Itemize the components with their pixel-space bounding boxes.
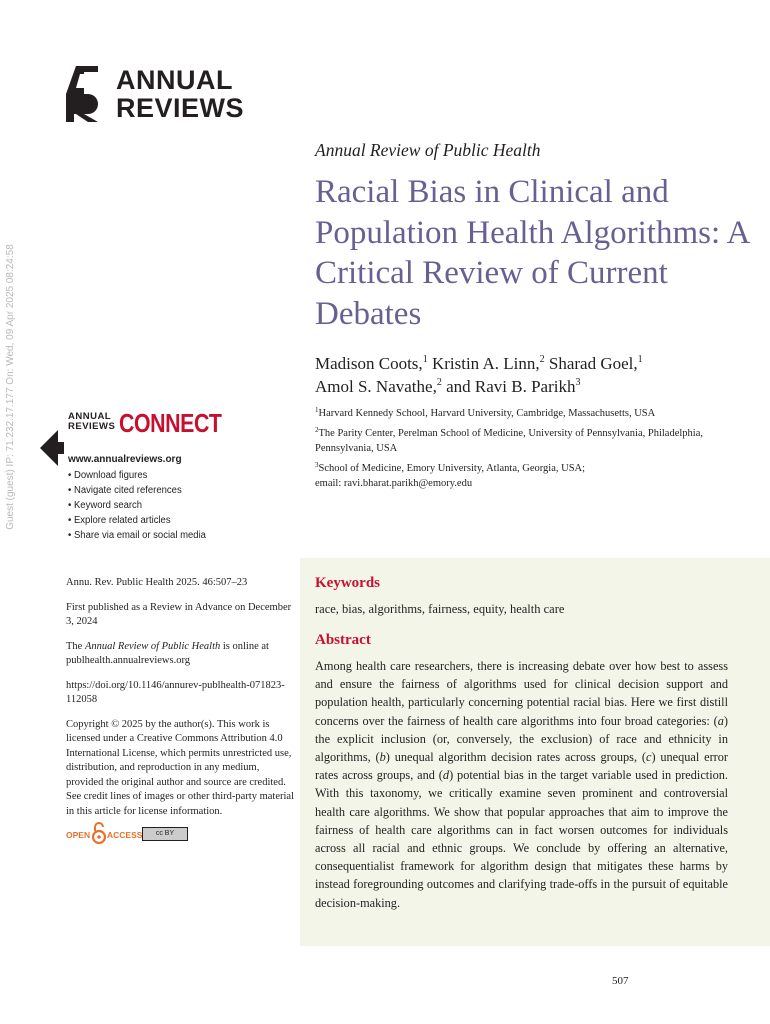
- article-metadata: [66, 576, 296, 829]
- affiliations: [315, 406, 735, 496]
- first-published: First published as a Review in Advance on December 3, 2024: [66, 601, 292, 627]
- annual-reviews-logo: [66, 66, 266, 126]
- author-list: [315, 352, 755, 398]
- logo-line-1: ANNUAL: [116, 65, 233, 95]
- connect-feature-item: • Keyword search: [68, 500, 143, 511]
- abstract-enumerator: d: [442, 768, 450, 783]
- ar-monogram-icon: [66, 66, 102, 122]
- connect-feature-list: [68, 468, 213, 543]
- author: Sharad Goel,$^1$: [544, 354, 643, 373]
- author: Kristin A. Linn,$^2$: [427, 354, 545, 373]
- open-access-badge: [66, 822, 196, 846]
- connect-brand-line-1: ANNUAL: [68, 411, 112, 422]
- doi-link[interactable]: https://doi.org/10.1146/annurev-publhealth-071823-112058: [66, 679, 285, 705]
- open-label: OPEN: [66, 830, 91, 840]
- article-title: Racial Bias in Clinical and Population Health Algorithms: A Critical Review of Current Debates: [315, 174, 749, 332]
- cc-by-badge[interactable]: cc BY: [142, 827, 188, 841]
- connect-feature-item: • Share via email or social media: [68, 530, 206, 541]
- keywords: race, bias, algorithms, fairness, equity, health care: [315, 602, 565, 616]
- author: Madison Coots,$^1$: [315, 354, 428, 373]
- keywords-heading: Keywords: [315, 575, 380, 591]
- abstract-heading: Abstract: [315, 632, 371, 648]
- author: and Ravi B. Parikh$^3$: [441, 377, 581, 396]
- abstract-text: Among health care researchers, there is increasing debate over how best to assess and ensure the fairness of algorithms used for clinical decision support and population health, particularly concerning potential racial bias. Here we first distill concerns over the fairness of health care algorithms into four broad categories: (a) the explicit inclusion (or, conversely, the exclusion) of race and ethnicity in algorithms, (b) unequal algorithm decision rates across groups, (c) unequal error rates across groups, and (d) potential bias in the target variable used in prediction. With this taxonomy, we critically examine seven prominent and controversial health care algorithms. We show that popular approaches that aim to improve the fairness of health care algorithms can in fact worsen outcomes for individuals across all racial and ethnic groups. We conclude by offering an alternative, consequentialist framework for algorithm design that mitigates these harms by instead foregrounding outcomes and clarifying trade-offs in the pursuit of equitable decision-making.: [315, 659, 729, 910]
- connect-feature-item: • Navigate cited references: [68, 485, 182, 496]
- affiliation-item: $^2$The Parity Center, Perelman School of Medicine, University of Pennsylvania, Philadelphia, Pennsylvania, USA: [315, 426, 703, 454]
- connect-box[interactable]: [40, 400, 240, 550]
- connect-feature-item: • Download figures: [68, 470, 148, 481]
- download-watermark: Guest (guest) IP: 71.232.17.177 On: Wed, 09 Apr 2025 08:24:58: [5, 244, 16, 530]
- arrow-left-icon: [40, 428, 64, 468]
- affiliation-item: $^3$School of Medicine, Emory University, Atlanta, Georgia, USA; email: ravi.bharat.parikh@emory.edu: [315, 461, 586, 489]
- citation: Annu. Rev. Public Health 2025. 46:507–23: [66, 577, 248, 588]
- connect-wordmark: CONNECT: [119, 408, 222, 438]
- logo-line-2: REVIEWS: [116, 93, 245, 123]
- page-number: 507: [612, 975, 629, 987]
- abstract-enumerator: a: [717, 713, 724, 728]
- open-lock-icon: [92, 822, 106, 844]
- connect-feature-item: • Explore related articles: [68, 515, 171, 526]
- copyright-notice: Copyright © 2025 by the author(s). This work is licensed under a Creative Commons Attribution 4.0 International License, which permits unrestricted use, distribution, and reproduction in any medium, provided the original author and source are credited. See credit lines of images or other third-party material in this article for license information.: [66, 718, 295, 817]
- affiliation-item: $^1$Harvard Kennedy School, Harvard University, Cambridge, Massachusetts, USA: [315, 406, 656, 419]
- abstract-enumerator: b: [379, 750, 386, 765]
- author: Amol S. Navathe,$^2$: [315, 377, 442, 396]
- journal-name: Annual Review of Public Health: [315, 140, 541, 160]
- connect-brand-line-2: REVIEWS: [68, 421, 116, 432]
- online-notice: The Annual Review of Public Health is online at publhealth.annualreviews.org: [66, 640, 269, 666]
- abstract-enumerator: c: [645, 750, 652, 765]
- access-label: ACCESS: [107, 830, 143, 840]
- corresponding-email[interactable]: email: ravi.bharat.parikh@emory.edu: [315, 478, 473, 489]
- connect-url[interactable]: www.annualreviews.org: [68, 454, 182, 465]
